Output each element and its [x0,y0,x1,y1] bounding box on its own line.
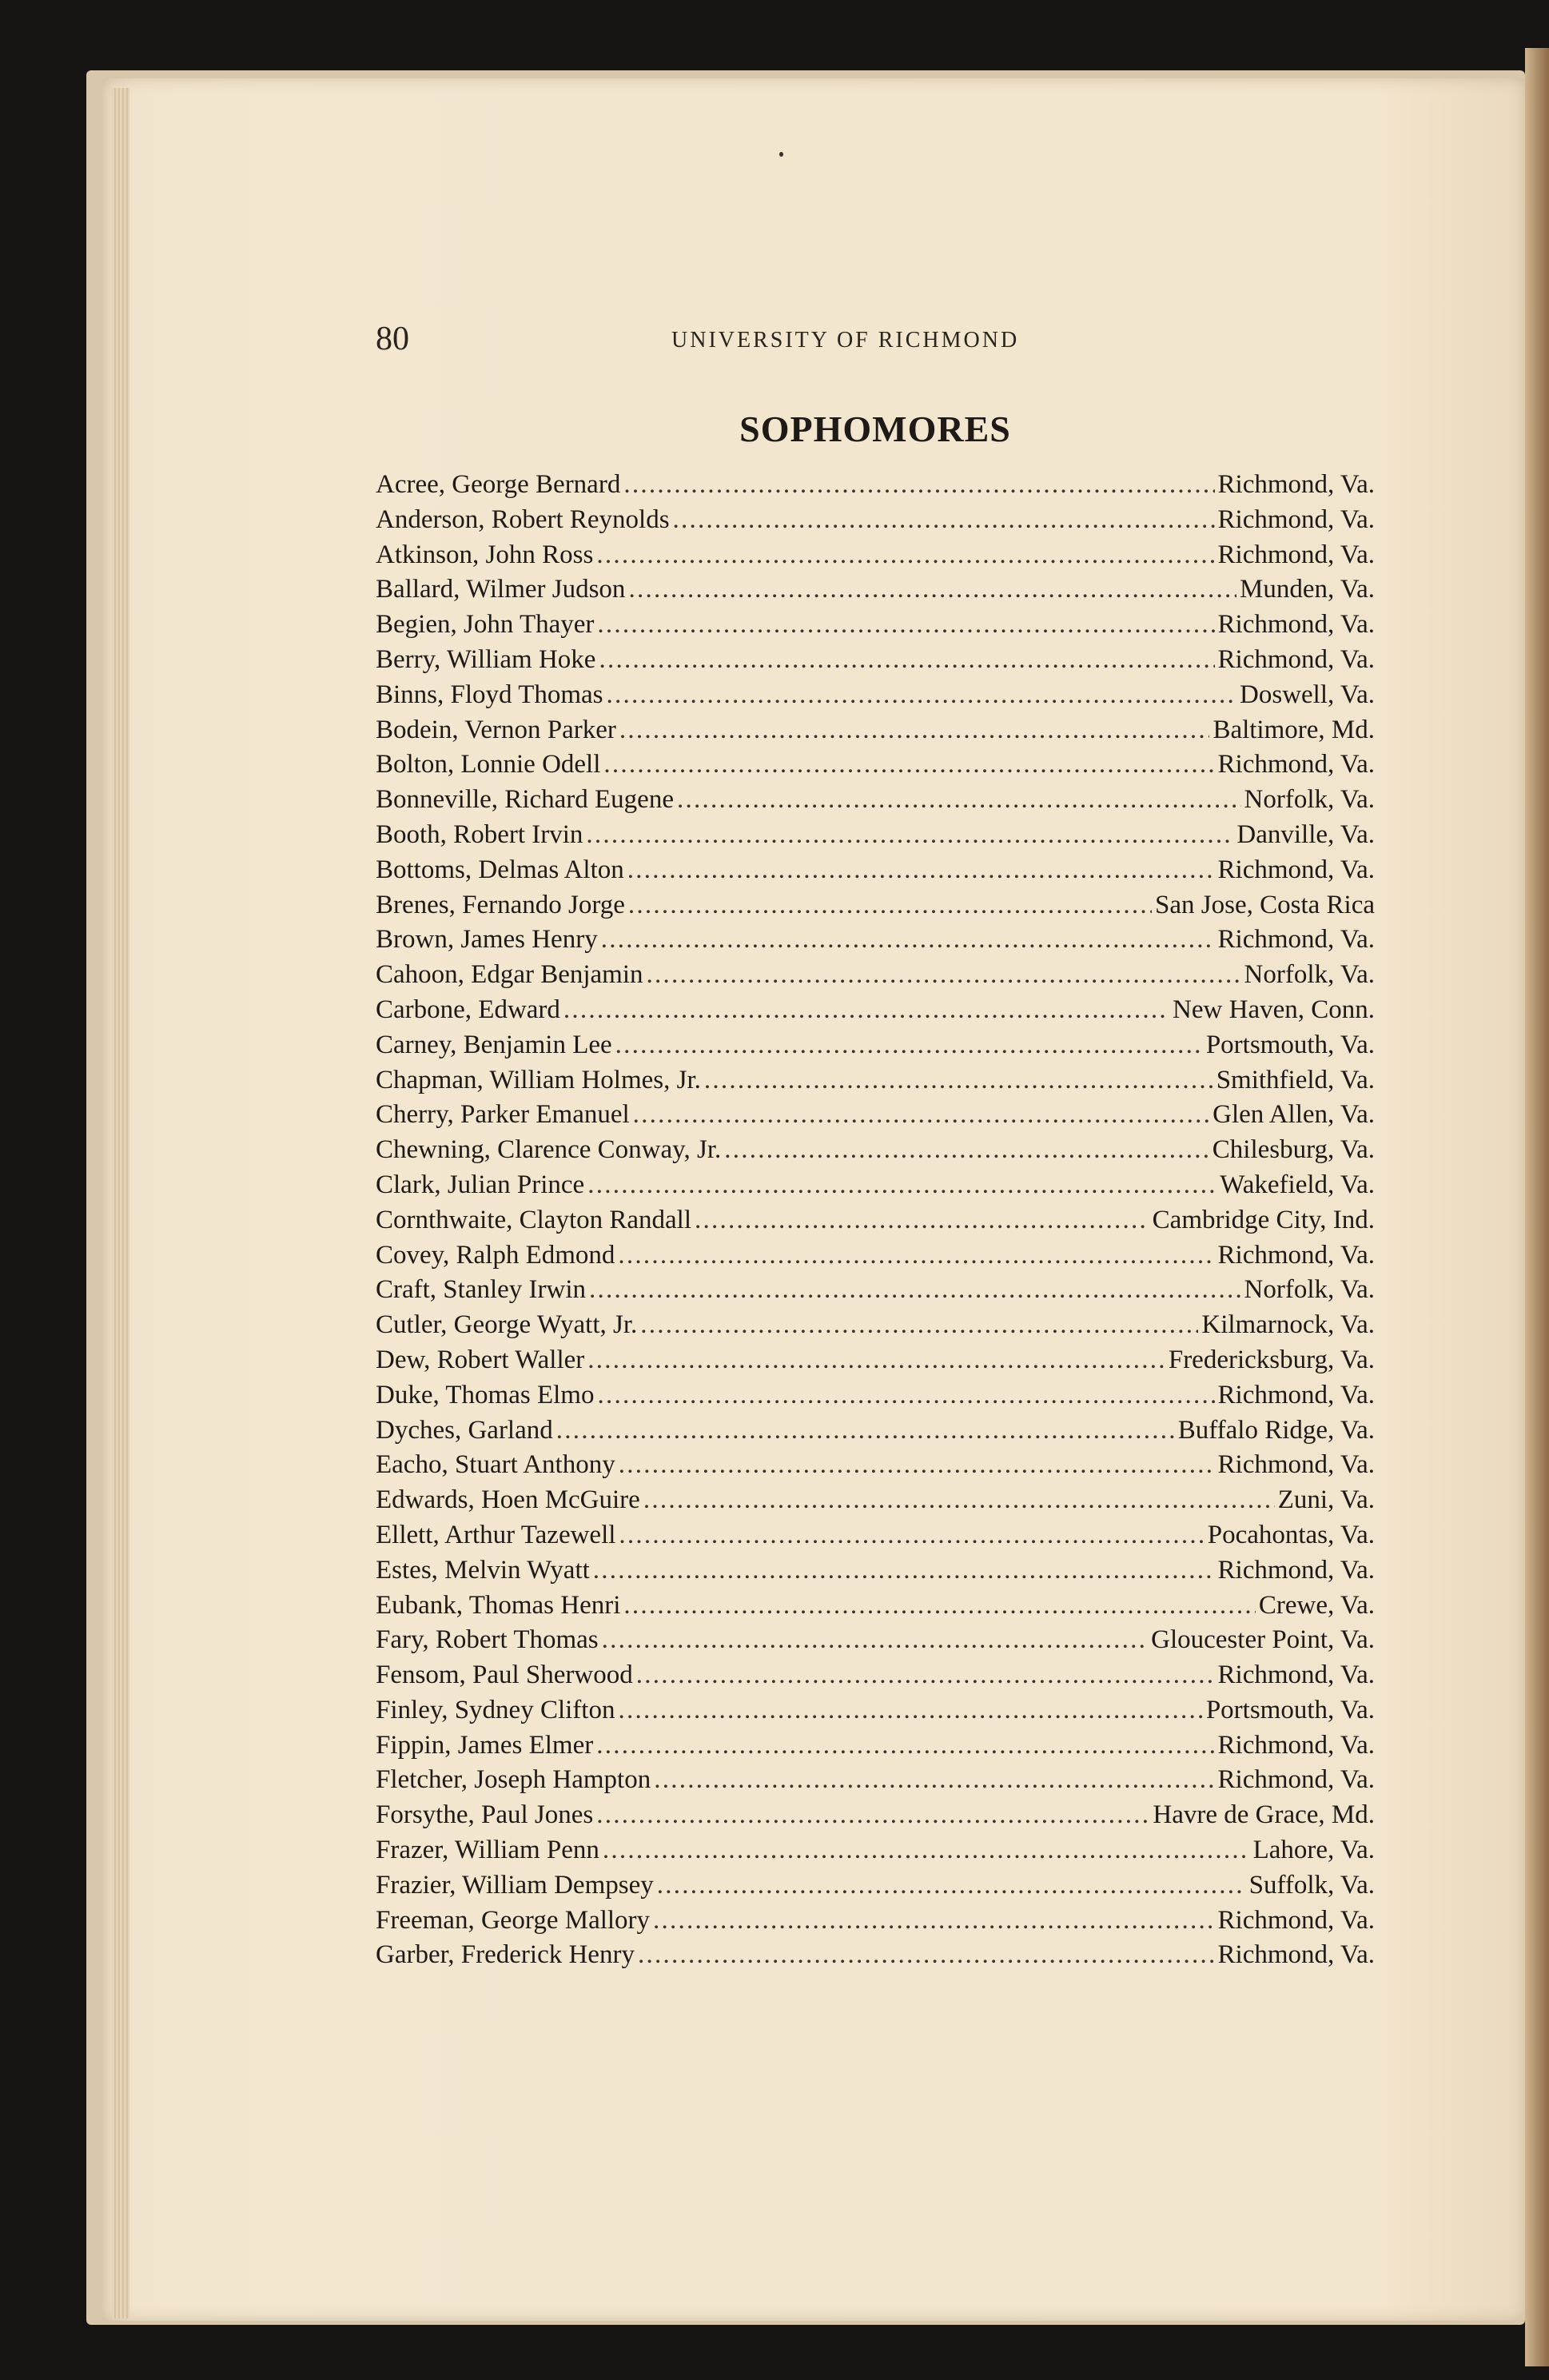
dot-leader [556,1413,1175,1449]
dot-leader [618,1238,1214,1274]
student-row [376,1238,1375,1274]
student-row [376,1028,1375,1063]
student-row [376,1938,1375,1973]
student-row [376,1203,1375,1238]
student-name: Cahoon, Edgar Benjamin [376,960,643,990]
student-row [376,1728,1375,1764]
student-hometown: Richmond, Va. [1217,1240,1375,1270]
dot-leader [653,1904,1214,1939]
student-hometown: Richmond, Va. [1217,925,1375,955]
student-name: Chewning, Clarence Conway, Jr. [376,1135,722,1165]
student-hometown: Portsmouth, Va. [1205,1695,1375,1724]
student-hometown: Munden, Va. [1240,575,1375,604]
student-name: Dyches, Garland [376,1415,553,1445]
student-hometown: Richmond, Va. [1217,1940,1375,1970]
student-row [376,678,1375,713]
student-row [376,958,1375,993]
student-row [376,1763,1375,1798]
student-hometown: Norfolk, Va. [1244,960,1375,990]
student-hometown: Suffolk, Va. [1248,1870,1375,1900]
student-hometown: Doswell, Va. [1240,680,1375,709]
student-hometown: Cambridge City, Ind. [1152,1205,1375,1234]
dot-leader [704,1063,1213,1098]
dot-leader [596,538,1214,573]
running-head: UNIVERSITY OF RICHMOND [671,328,1020,353]
student-hometown: Glen Allen, Va. [1213,1100,1375,1130]
dot-leader [597,608,1214,643]
student-hometown: Baltimore, Md. [1213,715,1375,744]
student-name: Covey, Ralph Edmond [376,1240,615,1270]
page-header [376,320,1375,360]
student-hometown: Richmond, Va. [1217,1450,1375,1480]
student-name: Berry, William Hoke [376,644,596,674]
student-row [376,468,1375,503]
student-name: Finley, Sydney Clifton [376,1695,615,1724]
dot-leader [599,643,1214,678]
student-name: Craft, Stanley Irwin [376,1275,587,1305]
student-row [376,1868,1375,1904]
student-row [376,1378,1375,1413]
student-name: Garber, Frederick Henry [376,1940,635,1970]
student-hometown: Norfolk, Va. [1244,1275,1375,1305]
dot-leader [724,1133,1209,1168]
dot-leader [640,1308,1198,1343]
student-name: Bonneville, Richard Eugene [376,785,674,815]
student-hometown: Wakefield, Va. [1220,1170,1375,1199]
student-name: Acree, George Bernard [376,470,621,499]
student-name: Fensom, Paul Sherwood [376,1660,633,1690]
student-name: Begien, John Thayer [376,610,595,640]
dot-leader [647,958,1241,993]
student-row [376,713,1375,748]
dot-leader [673,503,1215,538]
student-row [376,1518,1375,1553]
dot-leader [601,923,1215,958]
student-row [376,853,1375,888]
student-name: Cherry, Parker Emanuel [376,1100,630,1130]
binding-gutter [1525,48,1549,2366]
student-hometown: Crewe, Va. [1258,1590,1375,1620]
student-row [376,1798,1375,1833]
student-row [376,923,1375,958]
student-name: Dew, Robert Waller [376,1345,585,1374]
student-row [376,1833,1375,1868]
student-hometown: Richmond, Va. [1217,644,1375,674]
dot-leader [628,572,1236,608]
student-row [376,1623,1375,1658]
student-row [376,1063,1375,1098]
dot-leader [615,1028,1203,1063]
student-row [376,1273,1375,1308]
student-hometown: San Jose, Costa Rica [1155,890,1375,919]
student-roster [376,468,1375,1973]
dot-leader [619,713,1210,748]
student-row [376,888,1375,923]
student-name: Frazer, William Penn [376,1836,599,1865]
dot-leader [657,1868,1246,1904]
student-row [376,783,1375,818]
student-row [376,1308,1375,1343]
student-hometown: Buffalo Ridge, Va. [1177,1415,1375,1445]
student-row [376,1343,1375,1378]
dot-leader [633,1098,1209,1133]
section-title: SOPHOMORES [739,409,1011,449]
dot-leader [589,1273,1241,1308]
dot-leader [636,1658,1215,1693]
dot-leader [603,747,1214,783]
student-row [376,1098,1375,1133]
student-name: Anderson, Robert Reynolds [376,504,670,534]
dot-leader [587,1343,1165,1378]
student-hometown: Richmond, Va. [1217,855,1375,884]
student-row [376,643,1375,678]
student-hometown: Danville, Va. [1236,819,1375,849]
student-name: Fletcher, Joseph Hampton [376,1765,651,1795]
student-hometown: Kilmarnock, Va. [1201,1310,1375,1340]
student-name: Edwards, Hoen McGuire [376,1485,640,1515]
student-hometown: Richmond, Va. [1217,750,1375,779]
dot-leader [597,1378,1214,1413]
student-row [376,1413,1375,1449]
student-name: Ellett, Arthur Tazewell [376,1520,616,1549]
dot-leader [677,783,1241,818]
student-hometown: Richmond, Va. [1217,504,1375,534]
student-hometown: Richmond, Va. [1217,1555,1375,1585]
dot-leader [602,1623,1149,1658]
student-hometown: Zuni, Va. [1277,1485,1375,1515]
student-hometown: Norfolk, Va. [1244,785,1375,815]
dot-leader [654,1763,1214,1798]
student-row [376,1553,1375,1589]
student-name: Freeman, George Mallory [376,1905,651,1935]
student-row [376,503,1375,538]
student-row [376,747,1375,783]
student-name: Fippin, James Elmer [376,1730,594,1760]
student-hometown: Richmond, Va. [1217,470,1375,499]
student-hometown: Smithfield, Va. [1216,1065,1375,1094]
student-row [376,572,1375,608]
student-name: Eubank, Thomas Henri [376,1590,621,1620]
student-name: Bolton, Lonnie Odell [376,750,601,779]
dot-leader [628,888,1152,923]
dot-leader [596,1798,1149,1833]
student-hometown: Richmond, Va. [1217,1765,1375,1795]
student-row [376,1133,1375,1168]
dot-leader [638,1938,1215,1973]
dot-leader [593,1553,1215,1589]
student-hometown: Fredericksburg, Va. [1168,1345,1375,1374]
student-row [376,1448,1375,1483]
student-hometown: Richmond, Va. [1217,1660,1375,1690]
student-row [376,1904,1375,1939]
student-row [376,1589,1375,1624]
student-row [376,1693,1375,1728]
student-name: Atkinson, John Ross [376,540,594,569]
page-stack-edge [112,88,129,2318]
student-hometown: Havre de Grace, Md. [1153,1800,1375,1830]
dot-leader [623,468,1214,503]
student-name: Binns, Floyd Thomas [376,680,603,709]
student-name: Carney, Benjamin Lee [376,1030,612,1059]
student-row [376,538,1375,573]
student-name: Booth, Robert Irvin [376,819,583,849]
student-hometown: Lahore, Va. [1252,1836,1375,1865]
student-name: Carbone, Edward [376,995,560,1024]
student-row [376,1168,1375,1203]
student-name: Fary, Robert Thomas [376,1625,599,1655]
student-name: Brown, James Henry [376,925,598,955]
page-number: 80 [376,321,409,357]
student-name: Forsythe, Paul Jones [376,1800,594,1830]
student-name: Duke, Thomas Elmo [376,1380,595,1409]
student-hometown: Gloucester Point, Va. [1151,1625,1375,1655]
student-name: Eacho, Stuart Anthony [376,1450,615,1480]
dot-leader [627,853,1215,888]
student-hometown: Richmond, Va. [1217,1730,1375,1760]
student-hometown: Richmond, Va. [1217,1905,1375,1935]
student-row [376,1658,1375,1693]
student-hometown: Richmond, Va. [1217,1380,1375,1409]
student-hometown: Richmond, Va. [1217,540,1375,569]
student-name: Cutler, George Wyatt, Jr. [376,1310,638,1340]
student-name: Bottoms, Delmas Alton [376,855,624,884]
student-row [376,1483,1375,1518]
paper-speck [779,152,783,157]
student-hometown: Portsmouth, Va. [1205,1030,1375,1059]
student-name: Ballard, Wilmer Judson [376,575,626,604]
student-row [376,993,1375,1028]
student-hometown: Chilesburg, Va. [1212,1135,1375,1165]
dot-leader [695,1203,1149,1238]
dot-leader [587,1168,1217,1203]
dot-leader [623,1589,1255,1624]
dot-leader [563,993,1169,1028]
dot-leader [619,1518,1204,1553]
dot-leader [619,1448,1215,1483]
student-row [376,818,1375,853]
student-name: Frazier, William Dempsey [376,1870,654,1900]
student-name: Cornthwaite, Clayton Randall [376,1205,692,1234]
student-name: Bodein, Vernon Parker [376,715,616,744]
dot-leader [596,1728,1214,1764]
dot-leader [618,1693,1202,1728]
dot-leader [643,1483,1275,1518]
student-row [376,608,1375,643]
student-name: Estes, Melvin Wyatt [376,1555,590,1585]
dot-leader [603,1833,1250,1868]
student-hometown: Richmond, Va. [1217,610,1375,640]
dot-leader [607,678,1237,713]
dot-leader [586,818,1233,853]
student-hometown: Pocahontas, Va. [1207,1520,1375,1549]
student-hometown: New Haven, Conn. [1173,995,1375,1024]
student-name: Clark, Julian Prince [376,1170,585,1199]
student-name: Chapman, William Holmes, Jr. [376,1065,701,1094]
student-name: Brenes, Fernando Jorge [376,890,625,919]
